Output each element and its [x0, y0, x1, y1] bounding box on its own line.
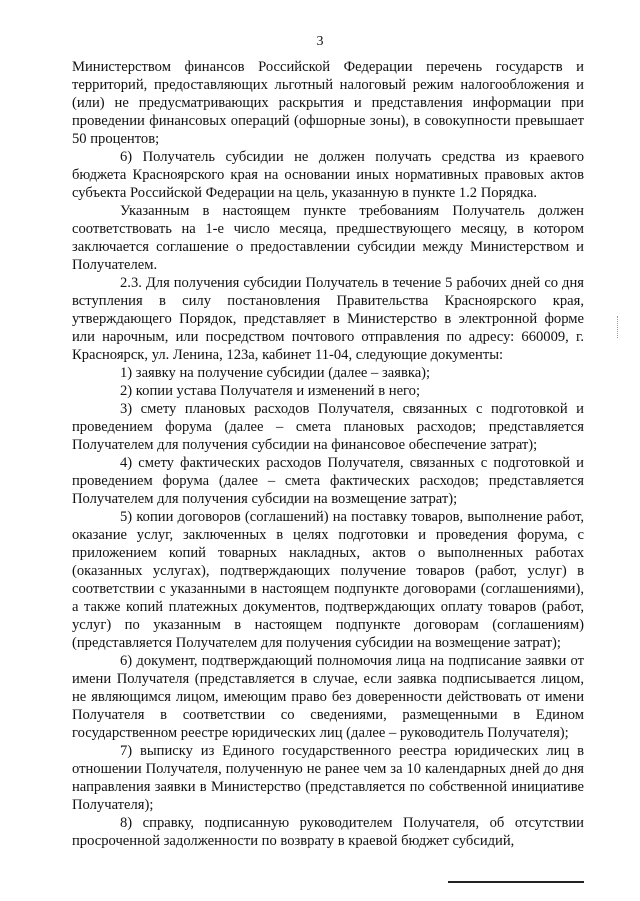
paragraph-requirements-date: Указанным в настоящем пункте требованиям Получатель должен соответствовать на 1-е число месяца, предшествующего месяцу, в котором заключается соглашение о предоставлении субсидии между Министерством и Получателем. — [72, 203, 584, 273]
paragraph-2-3: 2.3. Для получения субсидии Получатель в течение 5 рабочих дней со дня вступления в силу постановления Правительства Красноярского края, утверждающего Порядок, представляет в Министерство в электронной форме или нарочным, или посредством почтового отправления по адресу: 660009, г. Красноярск, ул. Ленина, 123а, кабинет 11-04, следующие документы: — [72, 275, 584, 363]
list-item-6-authority-document: 6) документ, подтверждающий полномочия лица на подписание заявки от имени Получателя (представляется в случае, если заявка подписывается лицом, не являющимся лицом, имеющим право без доверенности действовать от имени Получателя в соответствии со сведениями, размещенными в Едином государственном реестре юридических лиц (далее – руководитель Получателя); — [72, 653, 584, 741]
list-item-5-contracts: 5) копии договоров (соглашений) на поставку товаров, выполнение работ, оказание услуг, заключенных в целях подготовки и проведения форума, с приложением копий товарных накладных, актов о выполненных работах (оказанных услугах), подтверждающих получение товаров (работ, услуг) в соответствии с указанными в настоящем подпункте договорами (соглашениями), а также копий платежных документов, подтверждающих оплату товаров (работ, услуг) по указанным в настоящем подпункте договорам (соглашениям) (представляется Получателем для получения субсидии на возмещение затрат); — [72, 509, 584, 651]
paragraph-item-6-no-other-funds: 6) Получатель субсидии не должен получать средства из краевого бюджета Красноярского края на основании иных нормативных правовых актов субъекта Российской Федерации на цель, указанную в пункте 1.2 Порядка. — [72, 149, 584, 201]
footer-rule — [448, 881, 584, 883]
page-number: 3 — [316, 34, 324, 49]
paragraph-continuation: Министерством финансов Российской Федерации перечень государств и территорий, предоставляющих льготный налоговый режим налогообложения и (или) не предусматривающих раскрытия и представления информации при проведении финансовых операций (офшорные зоны), в совокупности превышает 50 процентов; — [72, 59, 584, 147]
document-body — [72, 58, 584, 850]
list-item-8-debt-certificate: 8) справку, подписанную руководителем Получателя, об отсутствии просроченной задолженности по возврату в краевой бюджет субсидий, — [72, 815, 584, 849]
list-item-1-application: 1) заявку на получение субсидии (далее – заявка); — [120, 365, 431, 381]
list-item-2-charter: 2) копии устава Получателя и изменений в него; — [120, 383, 421, 399]
list-item-3-planned-costs: 3) смету плановых расходов Получателя, связанных с подготовкой и проведением форума (далее – смета плановых расходов; представляется Получателем для получения субсидии на финансовое обеспечение затрат); — [72, 401, 584, 453]
list-item-7-registry-extract: 7) выписку из Единого государственного реестра юридических лиц в отношении Получателя, полученную не ранее чем за 10 календарных дней до дня направления заявки в Министерство (представляется по собственной инициативе Получателя); — [72, 743, 584, 813]
list-item-4-actual-costs: 4) смету фактических расходов Получателя, связанных с подготовкой и проведением форума (далее – смета фактических расходов; представляется Получателем для получения субсидии на возмещение затрат); — [72, 455, 584, 507]
margin-mark — [617, 316, 620, 338]
